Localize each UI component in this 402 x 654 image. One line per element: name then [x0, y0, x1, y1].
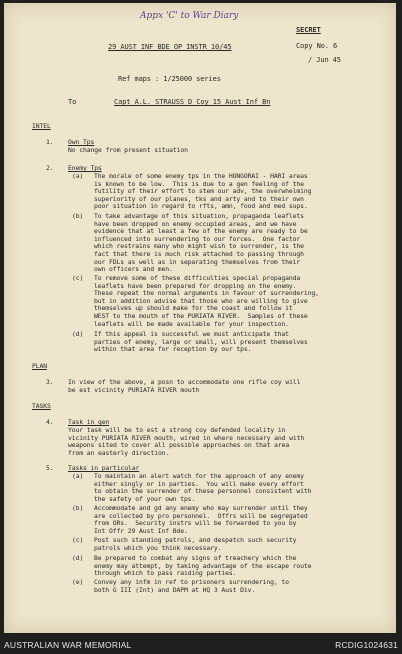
- text-line: patrols which you think necessary.: [94, 543, 222, 552]
- text-line: futility of their effort to stem our adv, the overwhelming: [94, 187, 312, 196]
- para-1-number: 1.: [46, 138, 54, 146]
- text-line: themselves up should make for the coast and follow it: [94, 304, 293, 313]
- para-5e-label: (e): [72, 578, 84, 586]
- text-line: leaflets have been prepared for dropping on the enemy.: [94, 281, 297, 290]
- intel-heading: INTEL: [32, 122, 51, 130]
- text-line: fact that there is much risk attached to passing through: [94, 250, 304, 258]
- addressee-label: To: [68, 98, 77, 106]
- text-line: In view of the above, a posn to accommodate one rifle coy will: [68, 378, 301, 386]
- plan-heading: PLAN: [32, 362, 47, 370]
- text-line: WEST to the mouth of the PURIATA RIVER. Samples of these: [94, 312, 308, 320]
- para-5-title: Tasks in particular: [68, 464, 140, 472]
- para-2a-label: (a): [72, 172, 84, 180]
- text-line: within that area for reception by our tps.: [94, 345, 252, 354]
- text-line: from an easterly direction.: [68, 448, 170, 457]
- para-5b-label: (b): [72, 504, 84, 512]
- text-line: to obtain the surrender of these personnel consistent with: [94, 487, 312, 496]
- archive-footer: [0, 634, 402, 654]
- footer-id: RCDIG1024631: [335, 640, 398, 650]
- document-date: / Jun 45: [308, 56, 341, 64]
- text-line: enemy may attempt, by taking advantage of the escape route: [94, 561, 312, 570]
- text-line: is known to be low. This is due to a gen feeling of the: [94, 179, 304, 188]
- para-5d-label: (d): [72, 554, 84, 562]
- text-line: Your task will be to est a strong coy defended locality in: [68, 426, 286, 434]
- document-page: [4, 3, 396, 633]
- text-line: Convey any infm in ref to prisoners surrendering, to: [94, 578, 289, 586]
- tasks-heading: TASKS: [32, 402, 51, 410]
- text-line: parties of enemy, large or small, will present themselves: [94, 337, 308, 346]
- text-line: own officers and men.: [94, 265, 173, 274]
- text-line: our FDLs as well as in separating themselves from their: [94, 257, 301, 266]
- text-line: Int Offr 29 Aust Inf Bde.: [94, 526, 188, 535]
- copy-number: Copy No. 6: [296, 42, 338, 50]
- para-2-title: Enemy Tps: [68, 164, 102, 172]
- para-1-title: Own Tps: [68, 138, 95, 146]
- text-line: evidence that at least a few of the enemy are ready to be: [94, 227, 308, 236]
- reference-maps: Ref maps : 1/25000 series: [118, 75, 221, 83]
- text-line: poor situation in regard to rfts, amn, food and med sups.: [94, 202, 308, 211]
- para-4-title: Task in gen: [68, 418, 110, 426]
- text-line: leaflets will be made available for your inspection.: [94, 319, 289, 328]
- handwritten-annotation: Appx 'C' to War Diary: [140, 11, 239, 21]
- text-line: vicinity PURIATA RIVER mouth, wired in where necessary and with: [68, 433, 305, 442]
- para-4-number: 4.: [46, 418, 54, 426]
- text-line: either singly or in parties. You will make every effort: [94, 479, 304, 488]
- text-line: through which to pass raiding parties.: [94, 569, 237, 578]
- para-2c-label: (c): [72, 274, 84, 282]
- text-line: from ORs. Security instrs will be forwarded to you by: [94, 519, 297, 528]
- text-line: These repeat the normal arguments in favour of surrendering,: [94, 289, 319, 298]
- text-line: If this appeal is successful we must anticipate that: [94, 330, 289, 338]
- text-line: influenced into surrendering to our forces. One factor: [94, 234, 301, 243]
- text-line: Be prepared to combat any signs of treachery which the: [94, 554, 297, 562]
- text-line: Post such standing patrols, and despatch such security: [94, 536, 297, 544]
- text-line: The morale of some enemy tps in the HONGORAI - HARI areas: [94, 172, 308, 180]
- text-line: but in addition advise that those who are willing to give: [94, 296, 308, 305]
- text-line: To maintain an alert watch for the approach of any enemy: [94, 472, 304, 480]
- para-5a-label: (a): [72, 472, 84, 480]
- text-line: are collected by pro personnel. Offrs will be segregated: [94, 511, 308, 520]
- para-3-number: 3.: [46, 378, 54, 386]
- para-5-number: 5.: [46, 464, 54, 472]
- para-2d-label: (d): [72, 330, 84, 338]
- text-line: which restrains many who might wish to surrender, is the: [94, 242, 304, 251]
- document-title: 29 AUST INF BDE OP INSTR 10/45: [108, 43, 232, 51]
- para-1-text: No change from present situation: [68, 146, 188, 154]
- text-line: To take advantage of this situation, propaganda leaflets: [94, 212, 304, 220]
- text-line: weapons sited to cover all possible approaches on that area: [68, 441, 290, 450]
- text-line: To remove some of these difficulties special propaganda: [94, 274, 301, 282]
- text-line: superiority of our planes, tks and arty and to their own: [94, 194, 304, 203]
- para-2-number: 2.: [46, 164, 54, 172]
- text-line: the safety of your own tps.: [94, 494, 196, 503]
- text-line: have been dropped on enemy occupied areas, and we have: [94, 219, 297, 228]
- text-line: be est vicinity PURIATA RIVER mouth: [68, 385, 200, 394]
- para-5c-label: (c): [72, 536, 84, 544]
- addressee: Capt A.L. STRAUSS D Coy 15 Aust Inf Bn: [114, 98, 271, 106]
- footer-source: AUSTRALIAN WAR MEMORIAL: [4, 640, 132, 650]
- text-line: Accommodate and gd any enemy who may surrender until they: [94, 504, 308, 512]
- para-2b-label: (b): [72, 212, 84, 220]
- text-line: both G III (Int) and DAPM at HQ 3 Aust Div.: [94, 585, 256, 594]
- secret-marking: SECRET: [296, 26, 321, 34]
